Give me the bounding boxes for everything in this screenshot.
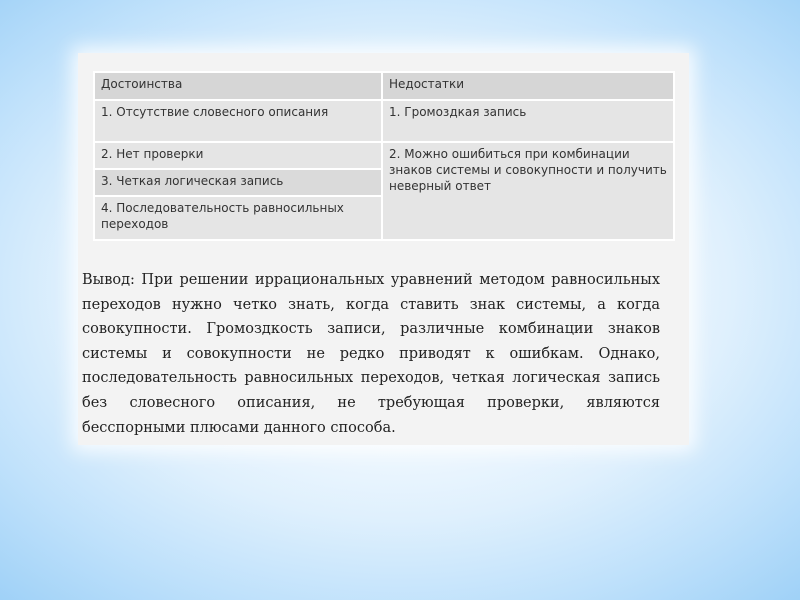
advantage-cell: 4. Последовательность равносильных переходов (94, 196, 382, 240)
disadvantage-cell: 1. Громоздкая запись (382, 100, 674, 142)
table-header-row (94, 72, 674, 100)
advantage-cell: 1. Отсутствие словесного описания (94, 100, 382, 142)
conclusion-paragraph (82, 268, 660, 440)
advantage-cell: 2. Нет проверки (94, 142, 382, 169)
disadvantage-cell: 2. Можно ошибиться при комбинации знаков системы и совокупности и получить неверный ответ (382, 142, 674, 240)
table-row (94, 142, 674, 169)
conclusion-label: Вывод: (82, 272, 135, 288)
comparison-table (93, 71, 675, 241)
table-row (94, 100, 674, 142)
advantage-cell: 3. Четкая логическая запись (94, 169, 382, 196)
header-advantages: Достоинства (94, 72, 382, 100)
header-disadvantages: Недостатки (382, 72, 674, 100)
conclusion-text: При решении иррациональных уравнений методом равносильных переходов нужно четко знать, когда ставить знак системы, а когда совокупности. Громоздкость записи, различные комбинации знаков системы и совокупности не редко приводят к ошибкам. Однако, последовательность равносильных переходов, четкая логическая запись без словесного описания, не требующая проверки, являются бесспорными плюсами данного способа. (82, 272, 661, 436)
